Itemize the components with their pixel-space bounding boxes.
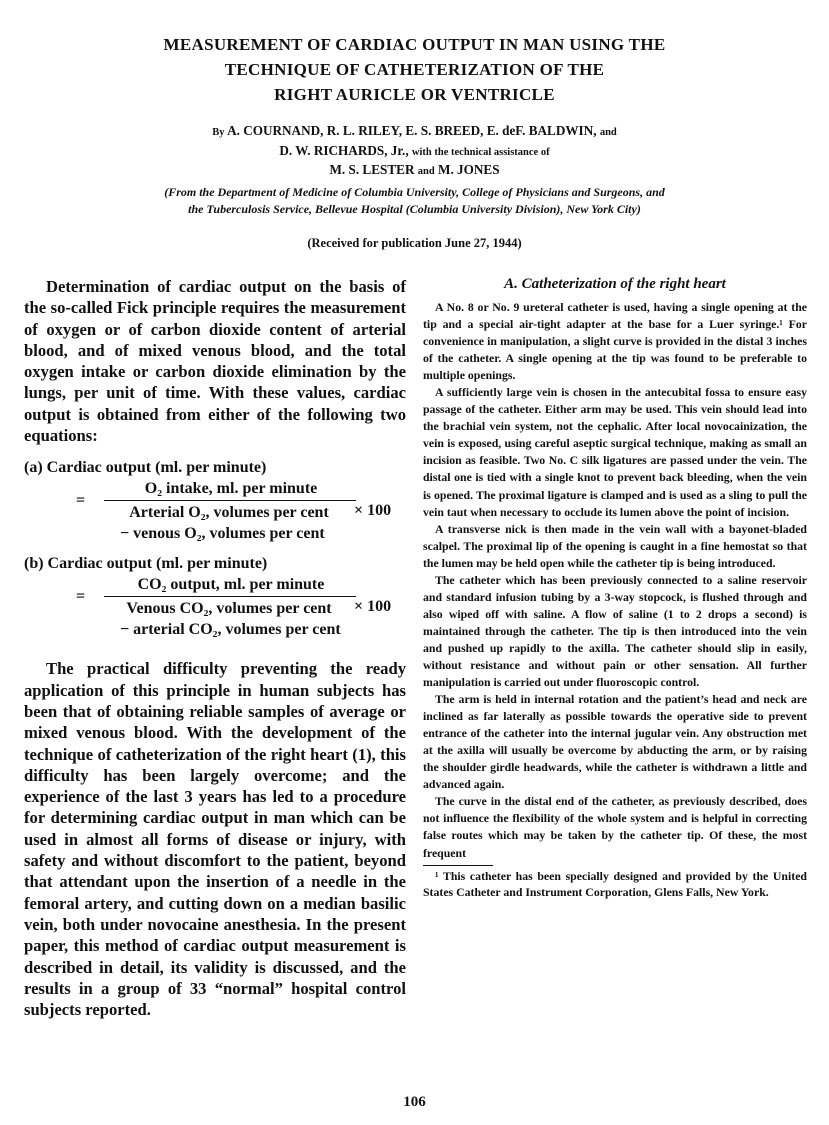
footnote: ¹ This catheter has been specially designed and provided by the United States Catheter and Instrument Corporation, Glens Falls, New York. [423, 868, 807, 900]
paragraph: A transverse nick is then made in the vein wall with a bayonet-bladed scalpel. The proximal lip of the opening is caught in a fine hemostat so that the lumen may be held open while the catheter tip is being introduced. [423, 521, 807, 570]
paragraph: A No. 8 or No. 9 ureteral catheter is used, having a single opening at the tip and a special air-tight adapter at the base for a Luer syringe.¹ For convenience in manipulation, a slight curve is provided in the distal 3 inches of the catheter. A single opening at the tip was found to be preferable to multiple openings. [423, 300, 807, 383]
affiliation-line: (From the Department of Medicine of Columbia University, College of Physicians and Surgeons, and [164, 185, 665, 199]
authors-line-1: A. COURNAND, R. L. RILEY, E. S. BREED, E. deF. BALDWIN, [227, 123, 597, 138]
body-paragraph: The practical difficulty preventing the ready application of this principle in human subjects has been that of obtaining reliable samples of average or mixed venous blood. With the development of the technique of catheterization of the right heart (1), this difficulty has been largely overcome; and the experience of the last 3 years has led to a procedure for determining cardiac output in man which can be used in almost all forms of disease or injury, with safety and without discomfort to the patient, beyond that attendant upon the insertion of a needle in the femoral artery, and cutting down on a median basilic vein, both under novocaine anesthesia. In the present paper, this method of cardiac output measurement is described in detail, its validity is discussed, and the results in a group of 33 “normal” hospital control subjects reported. [24, 659, 406, 1020]
fraction-bar [104, 596, 356, 597]
article-title [0, 32, 829, 107]
equation-a-factor: × 100 [354, 502, 392, 520]
left-column [24, 276, 406, 1020]
footnote-rule [423, 865, 493, 866]
affiliation [0, 184, 829, 218]
title-line: RIGHT AURICLE OR VENTRICLE [274, 85, 555, 104]
and-label: and [599, 127, 617, 138]
title-line: TECHNIQUE OF CATHETERIZATION OF THE [224, 60, 605, 79]
equation-a-label: (a) Cardiac output (ml. per minute) [24, 459, 267, 477]
assistance-label: with the technical assistance of [411, 146, 550, 158]
authors-line-2: D. W. RICHARDS, Jr., [279, 142, 409, 158]
page-number: 106 [403, 1094, 426, 1110]
affiliation-line: the Tuberculosis Service, Bellevue Hospital (Columbia University Division), New York City) [188, 202, 641, 216]
equation-a-denominator-2: − venous O₂, volumes per cent [120, 525, 325, 543]
equation-b-denominator-2: − arterial CO₂, volumes per cent [120, 621, 341, 639]
paragraph: A sufficiently large vein is chosen in the antecubital fossa to ensure easy passage of the catheter. Either arm may be used. This vein should lead into the brachial vein system, not the cephalic. After local novocainization, the vein is exposed, using careful aseptic surgical technique, making as small an incision as feasible. Two No. C silk ligatures are passed under the vein. The distal one is tied with a single knot to prevent back bleeding, when the vein is opened. The proximal ligature is clamped and is used as a sling to pull the vein taut when necessary to occlude its lumen above the point of incision. [423, 385, 807, 519]
equation-a [24, 457, 406, 542]
paragraph: The catheter which has been previously connected to a saline reservoir and standard infusion tubing by a 3-way stopcock, is flushed through and also wiped off with saline. A flow of saline (1 to 2 drops a second) is maintained through the catheter. The tip is then introduced into the vein and pushed up rapidly to the axilla. The catheter should slip in easily, without resistance and without pain or other sensation. All further manipulation is carried out under fluoroscopic control. [423, 572, 807, 690]
paragraph: The curve in the distal end of the catheter, as previously described, does not influence the flexibility of the whole system and is helpful in correcting false routes which may be taken by the catheter tip. Of these, the most frequent [423, 794, 807, 860]
fraction-bar [104, 500, 356, 501]
author-list [0, 122, 829, 181]
equation-b-label: (b) Cardiac output (ml. per minute) [24, 555, 268, 573]
by-label: By [212, 127, 225, 138]
right-column [423, 276, 807, 901]
intro-paragraph: Determination of cardiac output on the basis of the so-called Fick principle requires the measurement of oxygen or of carbon dioxide content of arterial blood, and of mixed venous blood, and the total oxygen intake or carbon dioxide elimination by the lungs, per unit of time. With these values, cardiac output is obtained from either of the following two equations: [24, 277, 406, 446]
equation-a-numerator: O₂ intake, ml. per minute [144, 480, 318, 498]
received-date: (Received for publication June 27, 1944) [307, 236, 522, 250]
equation-b [24, 553, 406, 638]
section-heading: A. Catheterization of the right heart [504, 276, 726, 292]
title-line: MEASUREMENT OF CARDIAC OUTPUT IN MAN USING THE [163, 35, 666, 54]
equals-sign: = [76, 492, 86, 510]
and-label: and [417, 166, 435, 177]
authors-line-3-end: M. JONES [438, 162, 500, 177]
equation-b-numerator: CO₂ output, ml. per minute [137, 576, 325, 594]
equation-b-denominator: Venous CO₂, volumes per cent [126, 600, 332, 618]
paragraph: The arm is held in internal rotation and the patient’s head and neck are inclined as far laterally as possible towards the operative side to prevent entrance of the catheter into the internal jugular vein. Any obstruction met at the axilla will usually be overcome by abducting the arm, or by raising the shoulder girdle headwards, while the catheter is withdrawn a little and advanced again. [423, 692, 807, 792]
equation-b-factor: × 100 [354, 598, 392, 616]
authors-line-3: M. S. LESTER [329, 162, 415, 177]
equals-sign: = [76, 588, 86, 606]
equation-a-denominator: Arterial O₂, volumes per cent [129, 504, 329, 522]
